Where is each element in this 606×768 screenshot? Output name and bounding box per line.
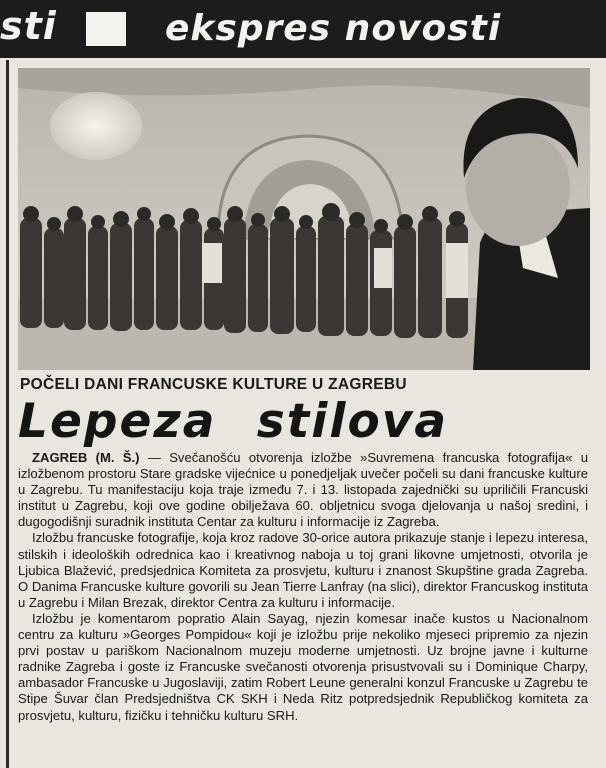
article-paragraph: Izložbu francuske fotografije, koja kroz radove 30-orice autora prikazuje stanje i lepezu interesa, stilskih i ideoloških odrednica kao i kreativnog naboja u toj grani likovne umjetnosti, otvorila je Ljubica Blažević, predsjednica Komiteta za prosvjetu, kulturu i znanost Skupštine grada Zagreba. O Danima Francuske kulture govorili su Jean Tierre Lanfray (na slici), direktor Francuskog instituta u Zagrebu i Milan Brezak, direktor Centra za kulturu i informacije. [18, 530, 588, 610]
banner-title: ekspres novosti [165, 8, 502, 49]
article-paragraph-text: — Svečanošću otvorenja izložbe »Suvremena francuska fotografija« u izložbenom prostoru Stare gradske vijećnice u ponedjeljak uvečer počeli su dani francuske kulture u Zagrebu. Tu manifestaciju koja traje između 7. i 13. listopada zajednički su upriličili Francuski institut u Zagrebu, koji ove godine obilježava 60. obljetnicu svoga djelovanja u našoj sredini, i dugogodišnji suradnik instituta Centar za kulturu i informacije iz Zagreba. [18, 450, 588, 530]
banner-square-icon [86, 12, 126, 46]
article-kicker: POČELI DANI FRANCUSKE KULTURE U ZAGREBU [20, 376, 407, 393]
photo-illustration [18, 68, 590, 370]
article-paragraph: Izložbu je komentarom popratio Alain Sayag, njezin komesar inače kustos u Nacionalnom centru za kulturu »Georges Pompidou« koji je izložbu prije nekoliko mjeseci pripremio za njezin prvi postav u pariškom Nacionalnom muzeju moderne umjetnosti. Uz brojne javne i kulturne radnike Zagreba i goste iz Francuske svečanosti otvorenja prisustvovali su i Dominique Charpy, ambasador Francuske u Jugoslaviji, zatim Robert Leune generalni konzul Francuske u Zagrebu te Stipe Šuvar član Predsjedništva CK SKH i Neda Ritz potpredsjednik Republičkog komiteta za prosvjetu, kulturu, fizičku i tehničku kulturu SRH. [18, 610, 588, 723]
article-headline: Lepeza stilova [18, 394, 449, 449]
banner-word-left: sti [0, 4, 57, 48]
column-rule [6, 60, 9, 768]
masthead-banner [0, 0, 606, 58]
ceiling-light [50, 92, 142, 160]
news-photo [18, 68, 590, 370]
article-dateline: ZAGREB (M. Š.) [32, 450, 140, 465]
article-body [18, 450, 588, 724]
article-paragraph [18, 450, 588, 530]
